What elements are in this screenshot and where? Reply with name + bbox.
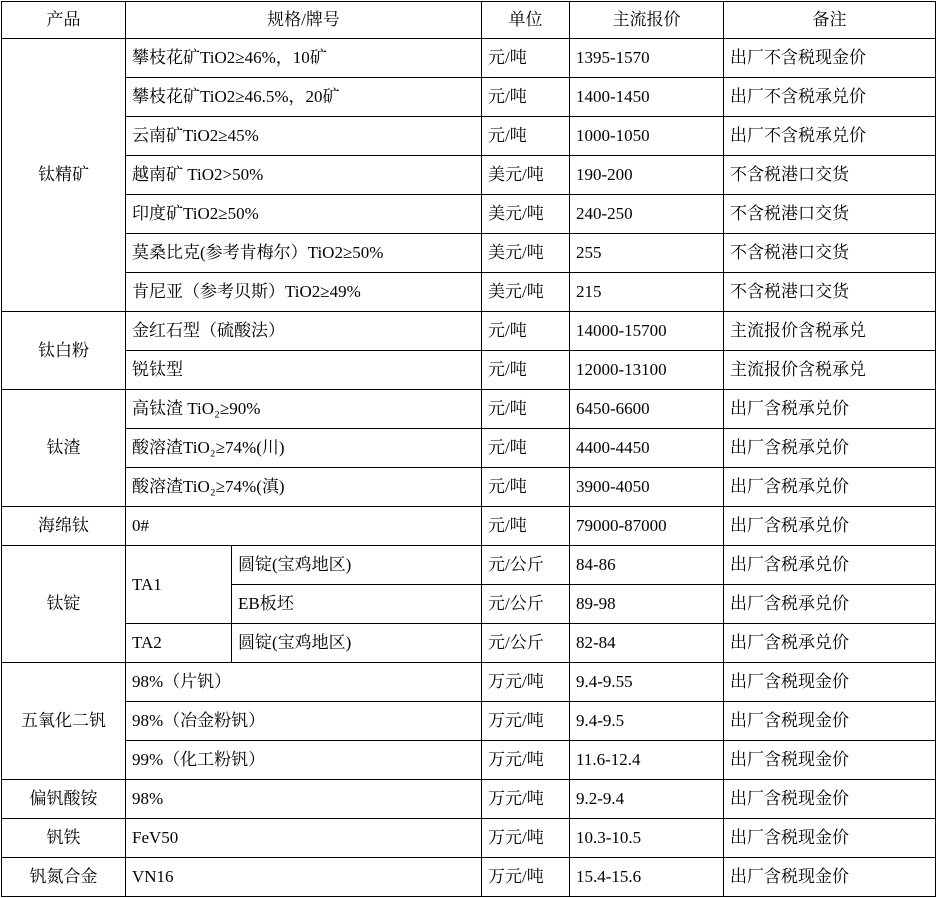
unit-cell: 万元/吨: [482, 819, 570, 858]
price-cell: 190-200: [570, 156, 724, 195]
remark-cell: 不含税港口交货: [724, 273, 936, 312]
unit-cell: 元/吨: [482, 351, 570, 390]
header-product: 产品: [2, 2, 126, 39]
spec-cell: 攀枝花矿TiO2≥46.5%，20矿: [126, 78, 482, 117]
remark-cell: 不含税港口交货: [724, 195, 936, 234]
price-cell: 9.4-9.55: [570, 663, 724, 702]
unit-cell: 美元/吨: [482, 195, 570, 234]
price-cell: 1000-1050: [570, 117, 724, 156]
header-spec: 规格/牌号: [126, 2, 482, 39]
spec-cell: 高钛渣 TiO₂≥90%: [126, 390, 482, 429]
unit-cell: 元/公斤: [482, 624, 570, 663]
spec-cell: 肯尼亚（参考贝斯）TiO2≥49%: [126, 273, 482, 312]
table-row: [2, 819, 936, 858]
spec-cell: EB板坯: [232, 585, 482, 624]
price-cell: 4400-4450: [570, 429, 724, 468]
spec-cell: 越南矿 TiO2>50%: [126, 156, 482, 195]
unit-cell: 美元/吨: [482, 234, 570, 273]
unit-cell: 元/吨: [482, 390, 570, 429]
unit-cell: 万元/吨: [482, 741, 570, 780]
table-row: [2, 780, 936, 819]
commodity-price-table: [1, 1, 936, 897]
price-cell: 11.6-12.4: [570, 741, 724, 780]
grade-cell: TA1: [126, 546, 232, 624]
product-category-cell: 海绵钛: [2, 507, 126, 546]
remark-cell: 出厂含税承兑价: [724, 507, 936, 546]
table-row: [2, 546, 936, 585]
price-cell: 1395-1570: [570, 39, 724, 78]
remark-cell: 主流报价含税承兑: [724, 312, 936, 351]
table-row: [2, 39, 936, 78]
remark-cell: 出厂含税现金价: [724, 702, 936, 741]
product-category-cell: 钛精矿: [2, 39, 126, 312]
price-cell: 82-84: [570, 624, 724, 663]
table-row: [2, 390, 936, 429]
price-cell: 1400-1450: [570, 78, 724, 117]
unit-cell: 元/吨: [482, 39, 570, 78]
remark-cell: 不含税港口交货: [724, 234, 936, 273]
spec-cell: FeV50: [126, 819, 482, 858]
table-row: [2, 117, 936, 156]
table-header: [2, 2, 936, 39]
product-category-cell: 钒氮合金: [2, 858, 126, 897]
unit-cell: 元/吨: [482, 468, 570, 507]
spec-cell: 云南矿TiO2≥45%: [126, 117, 482, 156]
spec-cell: 锐钛型: [126, 351, 482, 390]
remark-cell: 出厂含税承兑价: [724, 624, 936, 663]
price-cell: 3900-4050: [570, 468, 724, 507]
table-row: [2, 273, 936, 312]
unit-cell: 美元/吨: [482, 273, 570, 312]
unit-cell: 元/吨: [482, 507, 570, 546]
remark-cell: 出厂含税承兑价: [724, 390, 936, 429]
price-cell: 9.4-9.5: [570, 702, 724, 741]
header-price: 主流报价: [570, 2, 724, 39]
grade-cell: TA2: [126, 624, 232, 663]
spec-cell: 圆锭(宝鸡地区): [232, 624, 482, 663]
unit-cell: 元/公斤: [482, 546, 570, 585]
unit-cell: 元/吨: [482, 429, 570, 468]
remark-cell: 出厂含税现金价: [724, 858, 936, 897]
price-cell: 15.4-15.6: [570, 858, 724, 897]
spec-cell: 金红石型（硫酸法）: [126, 312, 482, 351]
table-row: [2, 507, 936, 546]
table-body: [2, 39, 936, 897]
price-cell: 215: [570, 273, 724, 312]
price-cell: 79000-87000: [570, 507, 724, 546]
spec-cell: 印度矿TiO2≥50%: [126, 195, 482, 234]
table-row: [2, 702, 936, 741]
remark-cell: 出厂不含税现金价: [724, 39, 936, 78]
price-cell: 10.3-10.5: [570, 819, 724, 858]
price-cell: 255: [570, 234, 724, 273]
spec-cell: VN16: [126, 858, 482, 897]
spec-cell: 99%（化工粉钒）: [126, 741, 482, 780]
spec-cell: 98%: [126, 780, 482, 819]
remark-cell: 出厂含税承兑价: [724, 546, 936, 585]
table-row: [2, 858, 936, 897]
unit-cell: 元/吨: [482, 117, 570, 156]
spec-cell: 0#: [126, 507, 482, 546]
remark-cell: 出厂含税现金价: [724, 663, 936, 702]
product-category-cell: 钛锭: [2, 546, 126, 663]
spec-cell: 98%（冶金粉钒）: [126, 702, 482, 741]
remark-cell: 主流报价含税承兑: [724, 351, 936, 390]
remark-cell: 出厂含税现金价: [724, 780, 936, 819]
spec-cell: 98%（片钒）: [126, 663, 482, 702]
unit-cell: 万元/吨: [482, 702, 570, 741]
table-row: [2, 351, 936, 390]
table-row: [2, 78, 936, 117]
product-category-cell: 偏钒酸铵: [2, 780, 126, 819]
header-remark: 备注: [724, 2, 936, 39]
price-cell: 14000-15700: [570, 312, 724, 351]
table-row: [2, 156, 936, 195]
unit-cell: 万元/吨: [482, 858, 570, 897]
spec-cell: 酸溶渣TiO₂≥74%(川): [126, 429, 482, 468]
spec-cell: 圆锭(宝鸡地区): [232, 546, 482, 585]
table-row: [2, 624, 936, 663]
price-cell: 9.2-9.4: [570, 780, 724, 819]
remark-cell: 出厂含税承兑价: [724, 468, 936, 507]
table-row: [2, 195, 936, 234]
price-cell: 6450-6600: [570, 390, 724, 429]
unit-cell: 元/吨: [482, 78, 570, 117]
unit-cell: 元/吨: [482, 312, 570, 351]
spec-cell: 攀枝花矿TiO2≥46%，10矿: [126, 39, 482, 78]
spec-cell: 莫桑比克(参考肯梅尔）TiO2≥50%: [126, 234, 482, 273]
price-cell: 240-250: [570, 195, 724, 234]
product-category-cell: 钒铁: [2, 819, 126, 858]
remark-cell: 出厂含税承兑价: [724, 429, 936, 468]
table-row: [2, 663, 936, 702]
table-row: [2, 429, 936, 468]
remark-cell: 出厂不含税承兑价: [724, 117, 936, 156]
remark-cell: 不含税港口交货: [724, 156, 936, 195]
price-cell: 89-98: [570, 585, 724, 624]
product-category-cell: 五氧化二钒: [2, 663, 126, 780]
unit-cell: 元/公斤: [482, 585, 570, 624]
product-category-cell: 钛渣: [2, 390, 126, 507]
header-unit: 单位: [482, 2, 570, 39]
remark-cell: 出厂含税现金价: [724, 819, 936, 858]
spec-cell: 酸溶渣TiO₂≥74%(滇): [126, 468, 482, 507]
table-row: [2, 234, 936, 273]
table-row: [2, 468, 936, 507]
unit-cell: 万元/吨: [482, 663, 570, 702]
header-row: [2, 2, 936, 39]
table-row: [2, 741, 936, 780]
unit-cell: 美元/吨: [482, 156, 570, 195]
table-row: [2, 312, 936, 351]
price-cell: 12000-13100: [570, 351, 724, 390]
product-category-cell: 钛白粉: [2, 312, 126, 390]
remark-cell: 出厂不含税承兑价: [724, 78, 936, 117]
price-cell: 84-86: [570, 546, 724, 585]
remark-cell: 出厂含税承兑价: [724, 585, 936, 624]
unit-cell: 万元/吨: [482, 780, 570, 819]
remark-cell: 出厂含税现金价: [724, 741, 936, 780]
